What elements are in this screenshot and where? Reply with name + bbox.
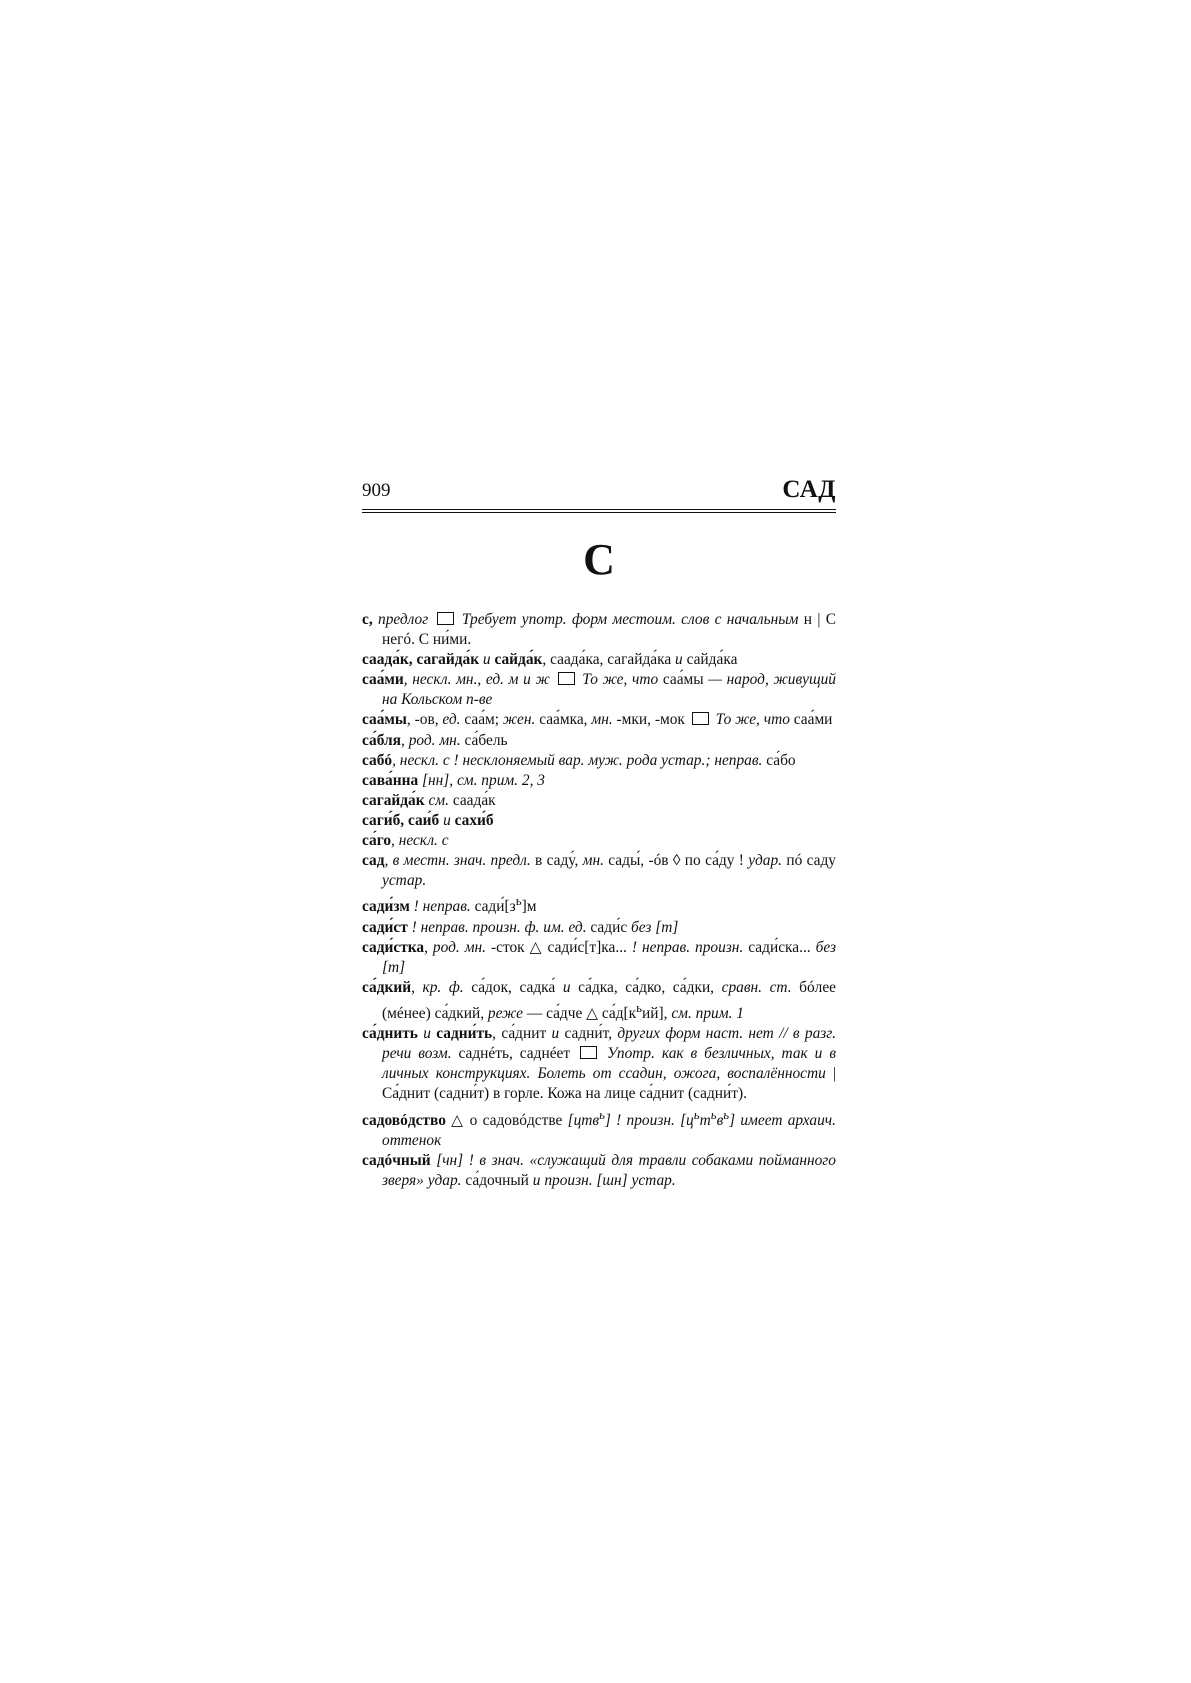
headword: садовóдство <box>362 1111 446 1129</box>
forms: саднéть, саднéет <box>458 1045 578 1063</box>
softness-mark: ь <box>723 1107 730 1122</box>
forms: пó саду <box>782 852 836 870</box>
forms: , саада́ка, сагайда́ка <box>542 651 676 669</box>
entry-sago <box>362 831 836 851</box>
grammar-note: ] имеет архаич. оттенок <box>382 1111 836 1149</box>
entry-list <box>362 610 836 1191</box>
definition-box-icon <box>558 672 575 685</box>
forms: -сток △ сади́с[т]ка... <box>491 938 632 956</box>
grammar-note: ! неправ. произн. <box>631 938 749 956</box>
example: н | С негó. С ни́ми. <box>382 611 836 649</box>
grammar-note: без [т] <box>382 938 836 976</box>
grammar-note: ед. <box>442 711 461 729</box>
forms: бóлее (мéнее) са́дкий, <box>382 978 837 1023</box>
grammar-note: [чн] ! в знач. «служащий для травли собаками пойманного зверя» удар. <box>382 1151 836 1189</box>
entry-sadist <box>362 918 836 938</box>
pronunciation: [цтв <box>567 1111 600 1129</box>
forms: ]м <box>521 898 537 916</box>
headword: с, <box>362 611 373 628</box>
softness-mark: ь <box>693 1107 700 1122</box>
grammar-note: , кр. ф. <box>411 978 472 996</box>
grammar-note: ] ! произн. [ц <box>604 1111 694 1129</box>
softness-mark: ь <box>710 1107 717 1122</box>
header-rule <box>362 509 836 510</box>
grammar-note: мн. <box>591 711 613 729</box>
entry-saamy <box>362 710 836 730</box>
running-head <box>362 478 836 512</box>
entry-saadak <box>362 650 836 670</box>
headword: саги́б, саи́б <box>362 811 444 829</box>
headword: саада́к, сагайда́к <box>362 651 483 669</box>
entry-sablya <box>362 731 836 751</box>
entry-sadkiy <box>362 978 836 1024</box>
forms: са́док, садка́ <box>471 978 563 996</box>
definition: То же, что <box>711 711 794 729</box>
headword-variant: садни́ть <box>430 1025 493 1043</box>
headword-variant: сайда́к <box>490 651 543 669</box>
forms: садни́т, <box>559 1025 618 1043</box>
definition: То же, что <box>577 671 663 689</box>
grammar-note: произн. [шн] устар. <box>540 1171 676 1189</box>
grammar-note: без [т] <box>627 918 679 936</box>
cross-reference: саада́к <box>452 791 496 809</box>
forms: — са́дче △ са́д[к <box>523 1005 637 1023</box>
grammar-note: см. прим. 1 <box>671 1005 744 1023</box>
grammar-note: ! неправ. <box>409 898 475 916</box>
forms: -мки, -мок <box>612 711 689 729</box>
entry-sadovodstvo <box>362 1105 836 1151</box>
forms: △ о садовóдстве <box>445 1111 568 1129</box>
conjunction: и <box>423 1025 431 1043</box>
conjunction: и <box>482 651 491 669</box>
headword: сад <box>362 852 385 870</box>
grammar-note: , нескл. с ! несклоняемый вар. муж. рода устар.; неправ. <box>392 751 767 769</box>
forms: саа́мка, <box>535 711 592 729</box>
grammar-note: [нн], см. прим. 2, 3 <box>418 771 545 789</box>
entry-sadizm <box>362 891 836 917</box>
grammar-note: удар. <box>748 852 783 870</box>
grammar-note: жен. <box>502 711 536 729</box>
definition: — народ, живущий на Кольском п-ве <box>382 671 836 709</box>
forms: сади́ска... <box>748 938 816 956</box>
entry-sadochny <box>362 1151 836 1191</box>
forms: са́бо <box>766 751 796 769</box>
softness-mark: ь <box>515 894 522 909</box>
header-word: САД <box>782 476 836 503</box>
grammar-note: , род. мн. <box>424 938 491 956</box>
forms: в саду́, <box>535 852 583 870</box>
forms: са́дка, са́дко, са́дки, <box>570 978 722 996</box>
headword: садóчный <box>362 1151 431 1169</box>
forms: сайда́ка <box>682 651 738 669</box>
grammar-note: мн. <box>582 852 604 870</box>
forms: , -ов, <box>406 711 443 729</box>
header-rule-thin <box>362 512 836 513</box>
headword: сагайда́к <box>362 791 425 809</box>
grammar-note: реже <box>487 1005 523 1023</box>
definition-box-icon <box>580 1046 597 1059</box>
headword: са́дкий <box>362 978 412 996</box>
softness-mark: ь <box>599 1107 605 1122</box>
conjunction: и <box>443 811 451 829</box>
forms: , са́днит <box>492 1025 552 1043</box>
headword: саа́ми <box>362 671 404 689</box>
entry-saami <box>362 670 836 710</box>
headword: сабó <box>362 751 393 769</box>
definition-box-icon <box>692 712 709 725</box>
grammar-note: устар. <box>382 872 427 890</box>
definition: Употр. как в безличных, так и в личных конструкциях. Болеть от ссадин, ожога, воспалённости <box>382 1045 836 1083</box>
grammar-note: предлог <box>372 611 434 628</box>
headword: са́го <box>362 832 392 850</box>
grammar-note: см. <box>424 791 453 809</box>
pronunciation: т <box>699 1111 711 1129</box>
softness-mark: ь <box>636 1000 643 1015</box>
conjunction: и <box>551 1025 560 1043</box>
cross-reference: саа́ми <box>793 711 833 729</box>
grammar-note: , род. мн. <box>401 731 465 749</box>
headword: са́днить <box>362 1025 424 1043</box>
forms: саа́м; <box>460 711 503 729</box>
headword: сади́зм <box>362 898 410 916</box>
pronunciation: в <box>716 1111 724 1129</box>
headword: са́бля <box>362 731 401 749</box>
grammar-note: ! неправ. произн. ф. им. ед. <box>407 918 591 936</box>
forms: са́дочный <box>465 1171 533 1189</box>
page-number: 909 <box>362 480 391 501</box>
section-letter: С <box>583 535 615 584</box>
grammar-note: сравн. ст. <box>721 978 792 996</box>
conjunction: и <box>562 978 571 996</box>
cross-reference: саа́мы <box>662 671 704 689</box>
grammar-note: других форм наст. нет // в разг. речи возм. <box>382 1025 836 1063</box>
entry-savanna <box>362 771 836 791</box>
headword: сади́ст <box>362 918 408 936</box>
definition: Требует употр. форм местоим. слов с начальным <box>456 611 804 628</box>
forms: сади́[з <box>474 898 516 916</box>
headword-variant: сахи́б <box>450 811 494 829</box>
forms: са́бель <box>464 731 508 749</box>
headword: сади́стка <box>362 938 425 956</box>
entry-sadnit <box>362 1024 836 1104</box>
entry-sagib <box>362 811 836 831</box>
entry-s <box>362 610 836 650</box>
forms: сады́, -óв ◊ по са́ду ! <box>603 852 749 870</box>
definition-box-icon <box>437 612 454 625</box>
headword: саа́мы <box>362 711 407 729</box>
conjunction: и <box>675 651 683 669</box>
grammar-note: , нескл. мн., ед. м и ж <box>403 671 555 689</box>
grammar-note: , нескл. с <box>391 832 449 850</box>
dictionary-page <box>362 478 836 1191</box>
forms: ий], <box>642 1005 672 1023</box>
forms: сади́с <box>590 918 628 936</box>
grammar-note: , в местн. знач. предл. <box>384 852 536 870</box>
conjunction: и <box>532 1171 541 1189</box>
headword: сава́нна <box>362 771 419 789</box>
entry-sagaidak <box>362 791 836 811</box>
example: | Са́днит (садни́т) в горле. Кожа на лице са́днит (садни́т). <box>382 1065 836 1103</box>
entry-sabo <box>362 751 836 771</box>
entry-sad <box>362 851 836 891</box>
entry-sadistka <box>362 938 836 978</box>
